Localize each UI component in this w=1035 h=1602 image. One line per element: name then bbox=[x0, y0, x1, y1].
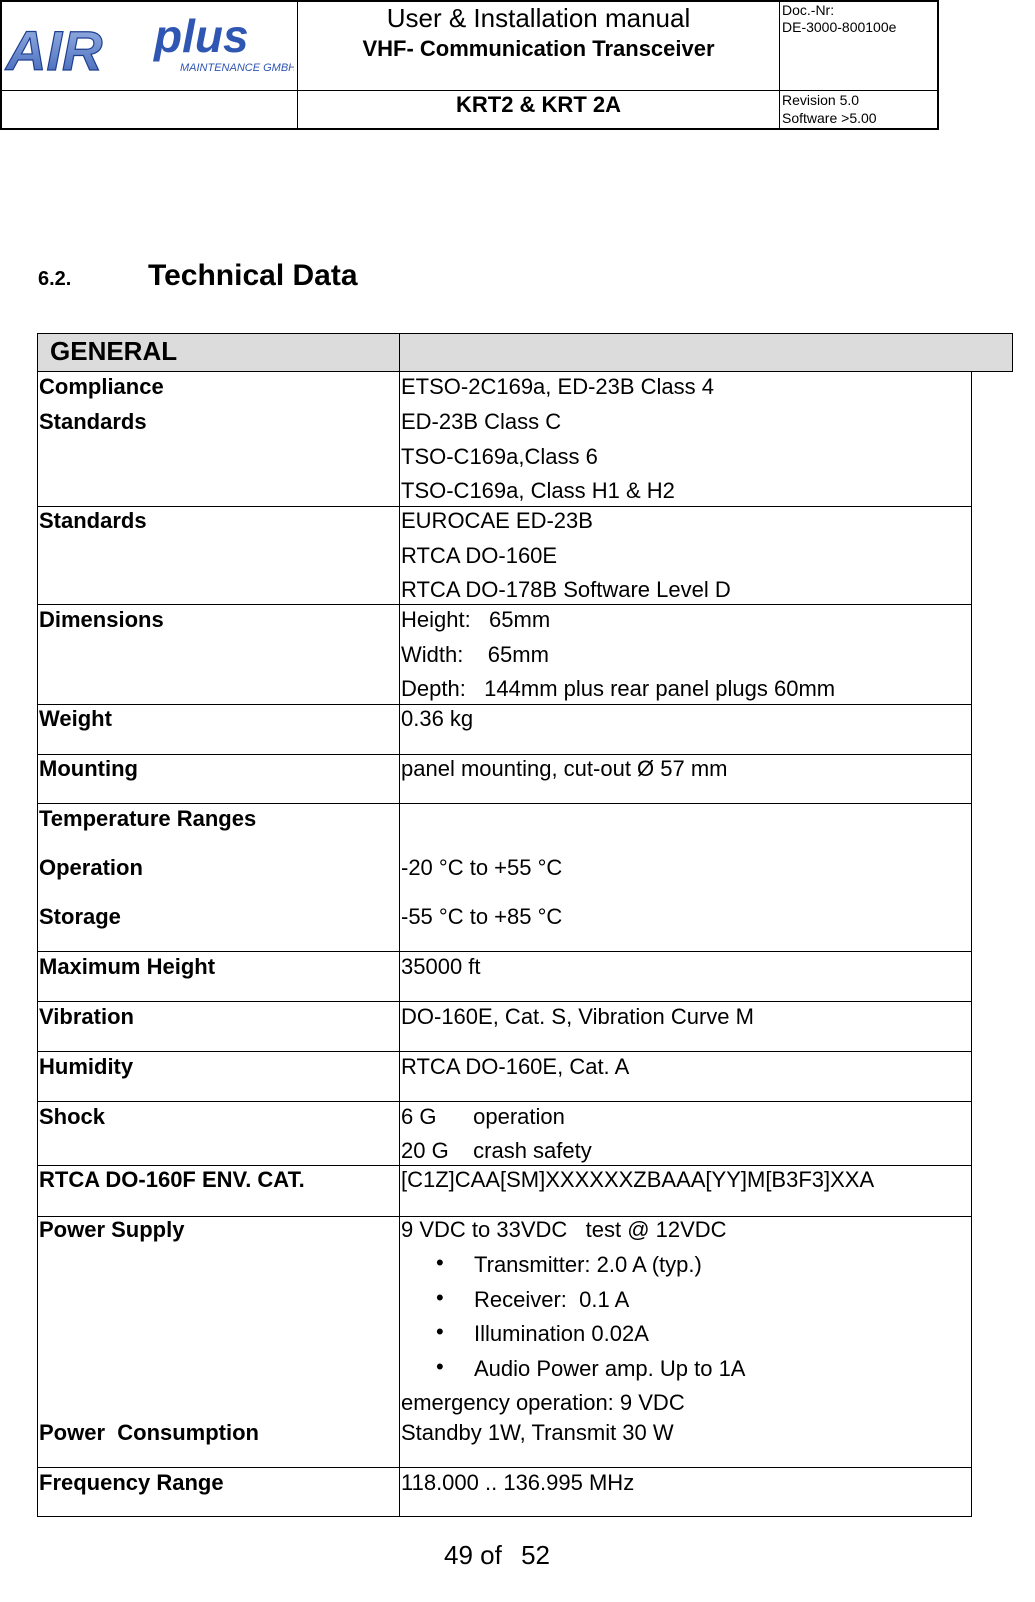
compliance-value: TSO-C169a, Class H1 & H2 bbox=[401, 478, 675, 503]
bullet-icon: • bbox=[436, 1285, 444, 1310]
standards-value: RTCA DO-160E bbox=[401, 543, 558, 568]
operation-temperature-value: -20 °C to +55 °C bbox=[401, 855, 563, 880]
dimensions-value: Height: 65mm bbox=[401, 607, 551, 632]
section-number: 6.2. bbox=[38, 268, 72, 290]
product-title: VHF- Communication Transceiver bbox=[362, 36, 715, 61]
bullet-icon: • bbox=[436, 1250, 444, 1275]
mounting-value: panel mounting, cut-out Ø 57 mm bbox=[401, 756, 728, 781]
power-bullet-item: Transmitter: 2.0 A (typ.) bbox=[474, 1252, 702, 1277]
emergency-operation-value: emergency operation: 9 VDC bbox=[401, 1390, 685, 1415]
dimensions-value: Width: 65mm bbox=[401, 642, 549, 667]
row-label-compliance-standards: Standards bbox=[39, 409, 147, 434]
company-logo bbox=[4, 8, 294, 80]
row-label-dimensions: Dimensions bbox=[39, 607, 164, 632]
logo-air-text: AIR bbox=[6, 19, 103, 80]
shock-value: 6 G operation bbox=[401, 1104, 565, 1129]
row-label-compliance: Compliance bbox=[39, 374, 164, 399]
power-consumption-value: Standby 1W, Transmit 30 W bbox=[401, 1420, 674, 1445]
logo-plus-text: plus bbox=[154, 10, 249, 62]
software-version: Software >5.00 bbox=[782, 110, 877, 126]
row-label-weight: Weight bbox=[39, 706, 112, 731]
row-label-storage: Storage bbox=[39, 904, 121, 929]
compliance-value: ED-23B Class C bbox=[401, 409, 562, 434]
env-cat-value: [C1Z]CAA[SM]XXXXXXZBAAA[YY]M[B3F3]XXA bbox=[401, 1167, 875, 1192]
row-label-standards: Standards bbox=[39, 508, 147, 533]
standards-value: RTCA DO-178B Software Level D bbox=[401, 577, 731, 602]
page-total: 52 bbox=[521, 1540, 550, 1570]
power-bullet-item: Receiver: 0.1 A bbox=[474, 1287, 630, 1312]
vibration-value: DO-160E, Cat. S, Vibration Curve M bbox=[401, 1004, 754, 1029]
logo-sub-text: MAINTENANCE GMBH bbox=[180, 62, 294, 74]
power-bullet-item: Illumination 0.02A bbox=[474, 1321, 649, 1346]
frequency-value: 118.000 .. 136.995 MHz bbox=[401, 1470, 635, 1495]
row-label-operation: Operation bbox=[39, 855, 143, 880]
row-label-shock: Shock bbox=[39, 1104, 106, 1129]
humidity-value: RTCA DO-160E, Cat. A bbox=[401, 1054, 630, 1079]
row-label-mounting: Mounting bbox=[39, 756, 138, 781]
bullet-icon: • bbox=[436, 1319, 444, 1344]
row-label-frequency: Frequency Range bbox=[39, 1470, 224, 1495]
compliance-value: ETSO-2C169a, ED-23B Class 4 bbox=[401, 374, 715, 399]
bullet-icon: • bbox=[436, 1354, 444, 1379]
storage-temperature-value: -55 °C to +85 °C bbox=[401, 904, 563, 929]
manual-title: User & Installation manual bbox=[386, 3, 691, 33]
table-header-general: GENERAL bbox=[50, 336, 178, 366]
doc-nr: DE-3000-800100e bbox=[782, 19, 897, 35]
max-height-value: 35000 ft bbox=[401, 954, 481, 979]
doc-nr-label: Doc.-Nr: bbox=[782, 2, 835, 18]
weight-value: 0.36 kg bbox=[401, 706, 474, 731]
page-footer bbox=[444, 1540, 550, 1571]
shock-value: 20 G crash safety bbox=[401, 1138, 592, 1163]
page-of: of bbox=[480, 1540, 502, 1570]
revision: Revision 5.0 bbox=[782, 92, 860, 108]
row-label-vibration: Vibration bbox=[39, 1004, 134, 1029]
row-label-temperature: Temperature Ranges bbox=[39, 806, 257, 831]
power-bullet-item: Audio Power amp. Up to 1A bbox=[474, 1356, 746, 1381]
compliance-value: TSO-C169a,Class 6 bbox=[401, 444, 598, 469]
row-label-humidity: Humidity bbox=[39, 1054, 134, 1079]
table-header-band bbox=[37, 333, 1012, 372]
row-label-max-height: Maximum Height bbox=[39, 954, 216, 979]
row-label-env-cat: RTCA DO-160F ENV. CAT. bbox=[39, 1167, 305, 1192]
section-title: Technical Data bbox=[148, 259, 358, 292]
dimensions-value: Depth: 144mm plus rear panel plugs 60mm bbox=[401, 676, 836, 701]
row-label-power-supply: Power Supply bbox=[39, 1217, 185, 1242]
page-number: 49 bbox=[444, 1540, 473, 1570]
power-supply-value: 9 VDC to 33VDC test @ 12VDC bbox=[401, 1217, 727, 1242]
model-name: KRT2 & KRT 2A bbox=[455, 92, 621, 117]
standards-value: EUROCAE ED-23B bbox=[401, 508, 593, 533]
row-label-power-consumption: Power Consumption bbox=[39, 1420, 259, 1445]
